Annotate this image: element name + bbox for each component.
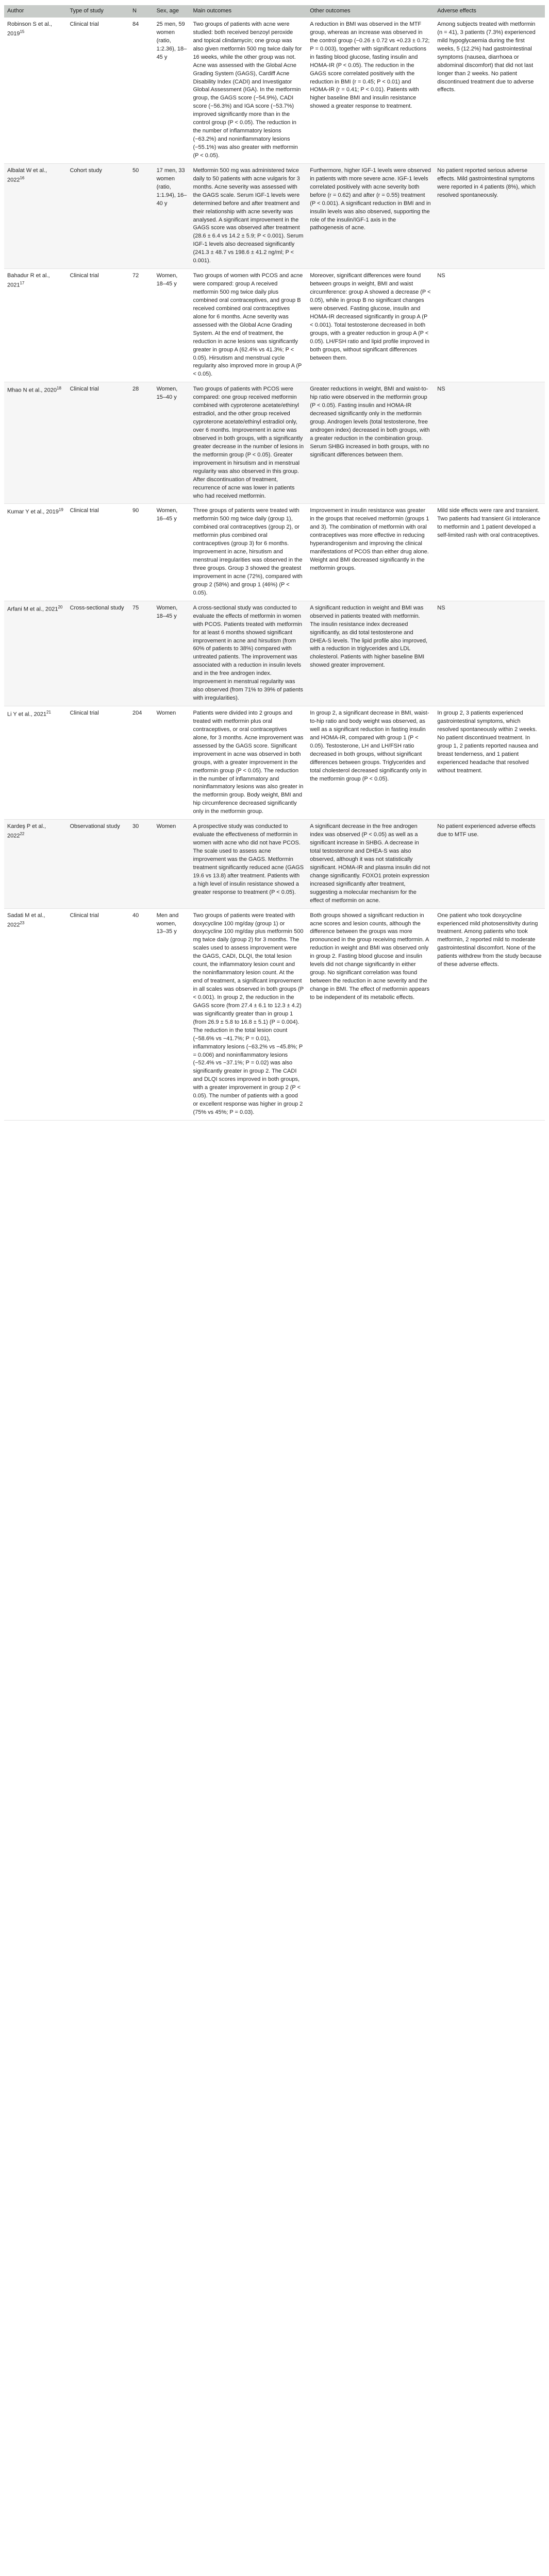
cell-main-outcomes-text: Three groups of patients were treated with metformin 500 mg twice daily (group 1), combined oral contraceptives (group 2), or metformin plus combined oral contraceptives (group 3) for 6 months. Improvement in acne, hirsutism and menstrual irregularities was observed in the three groups. Group 3 showed the greatest improvement in acne (72%), compared with group 2 (58%) and group 1 (46%) (P < 0.05). bbox=[193, 507, 303, 596]
cell-main-outcomes-text: Metformin 500 mg was administered twice daily to 50 patients with acne vulgaris for 3 months. Acne severity was assessed with the GAGS scale. Serum IGF-1 levels were determined before and after treatment and their relationship with acne severity was analysed. A significant improvement in the GAGS score was observed after treatment (28.6 ± 6.4 vs 14.2 ± 5.9; P < 0.001). Serum IGF-1 levels also decreased significantly (241.3 ± 48.7 vs 198.6 ± 41.2 ng/ml; P < 0.001). bbox=[193, 167, 304, 264]
cell-sex-age-text: 25 men, 59 women (ratio, 1:2.36), 18–45 y bbox=[156, 21, 187, 60]
cell-type bbox=[67, 504, 130, 601]
cell-sex-age-text: Women, 18–45 y bbox=[156, 273, 178, 287]
cell-other-outcomes bbox=[307, 908, 434, 1120]
cell-adverse-effects-text: Among subjects treated with metformin (n = 41), 3 patients (7.3%) experienced mild hypoglycaemia during the first weeks, 5 (12.2%) had gastrointestinal symptoms (nausea, diarrhoea or abdominal discomfort) that did not last longer than 2 weeks. No patient discontinued treatment due to adverse effects. bbox=[437, 21, 536, 93]
cell-author bbox=[4, 908, 67, 1120]
cell-author bbox=[4, 706, 67, 820]
cell-n-text: 28 bbox=[132, 386, 139, 393]
cell-n-text: 84 bbox=[132, 21, 139, 27]
cell-type bbox=[67, 820, 130, 908]
cell-type-text: Clinical trial bbox=[70, 507, 99, 514]
cell-n-text: 40 bbox=[132, 912, 139, 919]
cell-other-outcomes-text: A reduction in BMI was observed in the MTF group, whereas an increase was observed in the control group (−0.26 ± 0.72 vs +0.23 ± 0.72; P = 0.003), together with significant reductions in fasting blood glucose, fasting insulin and HOMA-IR (P < 0.05). The reduction in the GAGS score correlated positively with the reduction in BMI (r = 0.45; P < 0.01) and HOMA-IR (r = 0.41; P < 0.01). Patients with higher baseline BMI and insulin resistance showed a greater response to treatment. bbox=[310, 21, 430, 110]
cell-author bbox=[4, 18, 67, 163]
cell-author-text: Bahadur R et al., 2021 bbox=[7, 273, 50, 289]
header-main-outcomes: Main outcomes bbox=[190, 5, 307, 18]
cell-n-text: 90 bbox=[132, 507, 139, 514]
cell-other-outcomes-text: Improvement in insulin resistance was greater in the groups that received metformin (groups 1 and 3). The combination of metformin with oral contraceptives was more effective in reducing hyperandrogenism and improving the clinical manifestations of PCOS than either drug alone. Weight and BMI decreased significantly in the metformin groups. bbox=[310, 507, 429, 571]
cell-type bbox=[67, 908, 130, 1120]
reference-number: 18 bbox=[57, 386, 61, 391]
cell-main-outcomes bbox=[190, 820, 307, 908]
cell-other-outcomes-text: Moreover, significant differences were found between groups in weight, BMI and waist circumference: group A showed a decrease (P < 0.05), while in group B no significant changes were observed. Fasting glucose, insulin and HOMA-IR decreased significantly in group A (P < 0.001). Total testosterone decreased in both groups, with a greater reduction in group A (P < 0.05). LH/FSH ratio and lipid profile improved in both groups, without significant differences between them. bbox=[310, 273, 431, 361]
cell-type-text: Cross-sectional study bbox=[70, 604, 124, 611]
cell-adverse-effects-text: One patient who took doxycycline experienced mild photosensitivity during treatment. Among patients who took metformin, 2 reported mild to moderate gastrointestinal discomfort. None of the patients withdrew from the study because of these adverse effects. bbox=[437, 912, 542, 968]
cell-other-outcomes bbox=[307, 269, 434, 382]
cell-other-outcomes bbox=[307, 163, 434, 268]
cell-other-outcomes bbox=[307, 706, 434, 820]
cell-main-outcomes bbox=[190, 601, 307, 706]
cell-adverse-effects-text: NS bbox=[437, 604, 445, 611]
cell-adverse-effects bbox=[434, 601, 545, 706]
cell-adverse-effects bbox=[434, 820, 545, 908]
cell-type bbox=[67, 269, 130, 382]
cell-author-text: Sadati M et al., 2022 bbox=[7, 912, 45, 928]
cell-type-text: Clinical trial bbox=[70, 912, 99, 919]
cell-main-outcomes bbox=[190, 706, 307, 820]
cell-author-text: Albalat W et al., 2022 bbox=[7, 167, 47, 183]
cell-adverse-effects-text: NS bbox=[437, 386, 445, 393]
cell-adverse-effects bbox=[434, 504, 545, 601]
cell-main-outcomes-text: A cross-sectional study was conducted to evaluate the effects of metformin in women with PCOS. Patients treated with metformin for at least 6 months showed significant improvement in acne and hirsutism (from 60% of patients to 38%) compared with untreated patients. The improvement was associated with a reduction in insulin levels and in the free androgen index. Improvement in menstrual regularity was also observed (from 71% to 39% of patients with irregularities). bbox=[193, 604, 303, 702]
cell-type-text: Cohort study bbox=[70, 167, 102, 174]
cell-author bbox=[4, 163, 67, 268]
cell-author-text: Arfani M et al., 2021 bbox=[7, 606, 58, 613]
cell-other-outcomes-text: Both groups showed a significant reduction in acne scores and lesion counts, although the difference between the groups was more pronounced in the group receiving metformin. A reduction in weight and BMI was observed only in group 2. Fasting blood glucose and insulin levels did not change significantly in either group. No significant correlation was found between the reduction in acne severity and the change in BMI. The effect of metformin appears to be independent of its metabolic effects. bbox=[310, 912, 430, 1001]
cell-main-outcomes-text: Two groups of women with PCOS and acne were compared: group A received metformin 500 mg twice daily plus combined oral contraceptives, and group B received combined oral contraceptives alone for 6 months. Acne severity was assessed with the Global Acne Grading System. At the end of treatment, the reduction in acne lesions was significantly greater in group A (62.4% vs 41.3%; P < 0.05). Hirsutism and menstrual cycle regularity also improved more in group A (P < 0.05). bbox=[193, 273, 303, 378]
cell-main-outcomes-text: Two groups of patients with acne were studied: both received benzoyl peroxide and topical clindamycin; one group was also given metformin 500 mg twice daily for 16 weeks, while the other group was not. Acne was assessed with the Global Acne Grading System (GAGS), Cardiff Acne Disability Index (CADI) and Investigator Global Assessment (IGA). In the metformin group, the GAGS score (−54.9%), CADI score (−56.3%) and IGA score (−53.7%) improved significantly more than in the control group (P < 0.05). The reduction in the number of inflammatory lesions (−63.2%) and noninflammatory lesions (−55.1%) was also greater with metformin (P < 0.05). bbox=[193, 21, 302, 159]
cell-author-text: Li Y et al., 2021 bbox=[7, 711, 47, 718]
cell-author-text: Mhao N et al., 2020 bbox=[7, 387, 57, 394]
reference-number: 15 bbox=[20, 29, 25, 34]
cell-author-text: Kumar Y et al., 2019 bbox=[7, 509, 59, 516]
document bbox=[0, 0, 549, 1126]
cell-sex-age bbox=[154, 18, 190, 163]
cell-main-outcomes bbox=[190, 504, 307, 601]
cell-n-text: 72 bbox=[132, 273, 139, 279]
cell-n-text: 75 bbox=[132, 604, 139, 611]
cell-main-outcomes-text: Patients were divided into 2 groups and treated with metformin plus oral contraceptives, or oral contraceptives alone, for 3 months. Acne improvement was assessed by the GAGS score. Significant improvement in acne was observed in both groups, with a greater improvement in the metformin group (P < 0.05). The reduction in the number of inflammatory and noninflammatory lesions was also greater in the metformin group. Body weight, BMI and hip circumference decreased significantly only in the metformin group. bbox=[193, 710, 304, 815]
cell-sex-age bbox=[154, 601, 190, 706]
studies-table bbox=[4, 5, 545, 1121]
cell-n-text: 204 bbox=[132, 710, 142, 716]
cell-main-outcomes bbox=[190, 908, 307, 1120]
cell-type bbox=[67, 163, 130, 268]
cell-type-text: Clinical trial bbox=[70, 386, 99, 393]
cell-n bbox=[129, 908, 154, 1120]
cell-adverse-effects bbox=[434, 163, 545, 268]
cell-author bbox=[4, 504, 67, 601]
cell-sex-age-text: Women, 15–40 y bbox=[156, 386, 178, 401]
cell-adverse-effects bbox=[434, 269, 545, 382]
cell-other-outcomes bbox=[307, 820, 434, 908]
cell-other-outcomes bbox=[307, 382, 434, 504]
cell-main-outcomes-text: A prospective study was conducted to evaluate the effectiveness of metformin in women with acne who did not have PCOS. The scale used to assess acne improvement was the GAGS. Metformin treatment significantly reduced acne (GAGS 19.6 vs 13.8) after treatment. Patients with a high level of insulin resistance showed a greater response to treatment (P < 0.05). bbox=[193, 823, 304, 895]
table-header bbox=[4, 5, 545, 18]
table-body bbox=[4, 18, 545, 1121]
cell-sex-age bbox=[154, 269, 190, 382]
reference-number: 17 bbox=[20, 281, 25, 286]
cell-adverse-effects-text: No patient experienced adverse effects due to MTF use. bbox=[437, 823, 536, 838]
table-row bbox=[4, 163, 545, 268]
cell-sex-age bbox=[154, 706, 190, 820]
cell-other-outcomes-text: Furthermore, higher IGF-1 levels were observed in patients with more severe acne. IGF-1 levels correlated positively with acne severity both before (r = 0.62) and after (r = 0.55) treatment (P < 0.001). A significant reduction in BMI and in insulin levels was also observed, supporting the role of the insulin/IGF-1 axis in the pathogenesis of acne. bbox=[310, 167, 431, 231]
header-row bbox=[4, 5, 545, 18]
cell-n bbox=[129, 382, 154, 504]
cell-n bbox=[129, 163, 154, 268]
cell-type-text: Clinical trial bbox=[70, 21, 99, 27]
cell-adverse-effects bbox=[434, 18, 545, 163]
cell-adverse-effects bbox=[434, 908, 545, 1120]
cell-author bbox=[4, 820, 67, 908]
table-row bbox=[4, 706, 545, 820]
table-row bbox=[4, 18, 545, 163]
header-sex-age: Sex, age bbox=[154, 5, 190, 18]
cell-main-outcomes-text: Two groups of patients with PCOS were compared: one group received metformin combined with cyproterone acetate/ethinyl estradiol, and the other group received cyproterone acetate/ethinyl estradiol only, over 6 months. Improvement in acne was observed in both groups, with a significantly greater decrease in the number of lesions in the metformin group (P < 0.05). Greater improvement in hirsutism and in menstrual regularity was also observed in this group. After discontinuation of treatment, recurrence of acne was lower in patients who had received metformin. bbox=[193, 386, 304, 499]
cell-n bbox=[129, 706, 154, 820]
header-adverse-effects: Adverse effects bbox=[434, 5, 545, 18]
cell-author-text: Robinson S et al., 2019 bbox=[7, 21, 52, 37]
cell-adverse-effects bbox=[434, 382, 545, 504]
cell-sex-age bbox=[154, 908, 190, 1120]
table-row bbox=[4, 269, 545, 382]
cell-other-outcomes-text: Greater reductions in weight, BMI and waist-to-hip ratio were observed in the metformin group (P < 0.05). Fasting insulin and HOMA-IR decreased significantly only in the metformin group. Androgen levels (total testosterone, free androgen index) decreased in both groups, with a greater reduction in the combination group. Serum SHBG increased in both groups, with no significant differences between them. bbox=[310, 386, 430, 458]
table-row bbox=[4, 601, 545, 706]
cell-main-outcomes bbox=[190, 18, 307, 163]
reference-number: 20 bbox=[58, 604, 63, 609]
cell-n-text: 50 bbox=[132, 167, 139, 174]
cell-n bbox=[129, 269, 154, 382]
table-row bbox=[4, 504, 545, 601]
reference-number: 19 bbox=[58, 507, 63, 513]
reference-number: 22 bbox=[20, 832, 25, 837]
header-n: N bbox=[129, 5, 154, 18]
cell-sex-age-text: Women, 18–45 y bbox=[156, 604, 178, 619]
cell-type-text: Clinical trial bbox=[70, 710, 99, 716]
cell-adverse-effects-text: NS bbox=[437, 273, 445, 279]
cell-sex-age-text: Men and women, 13–35 y bbox=[156, 912, 179, 935]
cell-adverse-effects-text: No patient reported serious adverse effects. Mild gastrointestinal symptoms were reported in 4 patients (8%), which resolved spontaneously. bbox=[437, 167, 536, 198]
cell-main-outcomes bbox=[190, 163, 307, 268]
cell-type bbox=[67, 382, 130, 504]
table-row bbox=[4, 382, 545, 504]
cell-n-text: 30 bbox=[132, 823, 139, 830]
cell-type bbox=[67, 18, 130, 163]
cell-sex-age bbox=[154, 382, 190, 504]
cell-other-outcomes bbox=[307, 601, 434, 706]
table-row bbox=[4, 908, 545, 1120]
cell-author bbox=[4, 601, 67, 706]
reference-number: 16 bbox=[20, 175, 25, 180]
cell-adverse-effects-text: In group 2, 3 patients experienced gastrointestinal symptoms, which resolved spontaneously within 2 weeks. No patient discontinued treatment. In group 1, 2 patients reported nausea and breast tenderness, and 1 patient experienced headache that resolved without treatment. bbox=[437, 710, 538, 774]
header-type: Type of study bbox=[67, 5, 130, 18]
reference-number: 23 bbox=[20, 920, 25, 925]
cell-type-text: Observational study bbox=[70, 823, 120, 830]
cell-type bbox=[67, 706, 130, 820]
cell-main-outcomes bbox=[190, 269, 307, 382]
reference-number: 21 bbox=[46, 710, 51, 715]
cell-main-outcomes bbox=[190, 382, 307, 504]
cell-n bbox=[129, 601, 154, 706]
cell-type bbox=[67, 601, 130, 706]
header-other-outcomes: Other outcomes bbox=[307, 5, 434, 18]
cell-author bbox=[4, 382, 67, 504]
cell-sex-age bbox=[154, 820, 190, 908]
cell-sex-age-text: Women bbox=[156, 823, 176, 830]
cell-other-outcomes-text: A significant decrease in the free androgen index was observed (P < 0.05) as well as a significant increase in SHBG. A decrease in total testosterone and DHEA-S was also observed, although it was not statistically significant. HOMA-IR and plasma insulin did not change significantly. FOXO1 protein expression increased significantly after treatment, suggesting a molecular mechanism for the effect of metformin on acne. bbox=[310, 823, 430, 904]
cell-author-text: Kardeş P et al., 2022 bbox=[7, 823, 46, 839]
cell-n bbox=[129, 504, 154, 601]
cell-sex-age-text: 17 men, 33 women (ratio, 1:1.94), 16–40 y bbox=[156, 167, 187, 207]
cell-type-text: Clinical trial bbox=[70, 273, 99, 279]
cell-sex-age bbox=[154, 163, 190, 268]
cell-other-outcomes bbox=[307, 504, 434, 601]
cell-adverse-effects-text: Mild side effects were rare and transient. Two patients had transient GI intolerance to metformin and 1 patient developed a self-limited rash with oral contraceptives. bbox=[437, 507, 541, 539]
cell-main-outcomes-text: Two groups of patients were treated with doxycycline 100 mg/day (group 1) or doxycycline 100 mg/day plus metformin 500 mg twice daily (group 2) for 3 months. The scales used to assess improvement were the GAGS, CADI, DLQI, the total lesion count, the inflammatory lesion count and the noninflammatory lesion count. At the end of treatment, a significant improvement in all scales was observed in both groups (P < 0.001). In group 2, the reduction in the GAGS score (from 27.4 ± 6.1 to 12.3 ± 4.2) was significantly greater than in group 1 (from 26.9 ± 5.8 to 16.8 ± 5.1) (P = 0.004). The reduction in the total lesion count (−58.6% vs −41.7%; P = 0.01), inflammatory lesions (−63.2% vs −45.8%; P = 0.006) and noninflammatory lesions (−52.4% vs −37.1%; P = 0.02) was also significantly greater in group 2. The CADI and DLQI scores improved in both groups, with a greater improvement in group 2 (P < 0.05). The number of patients with a good or excellent response was higher in group 2 (75% vs 45%; P = 0.03). bbox=[193, 912, 304, 1116]
cell-sex-age-text: Women bbox=[156, 710, 176, 716]
cell-other-outcomes-text: A significant reduction in weight and BMI was observed in patients treated with metformin. The insulin resistance index decreased significantly, as did total testosterone and DHEA-S levels. The lipid profile also improved, with a reduction in triglycerides and LDL cholesterol. Patients with higher baseline BMI showed greater improvement. bbox=[310, 604, 428, 669]
cell-n bbox=[129, 820, 154, 908]
cell-sex-age bbox=[154, 504, 190, 601]
cell-adverse-effects bbox=[434, 706, 545, 820]
header-author: Author bbox=[4, 5, 67, 18]
cell-n bbox=[129, 18, 154, 163]
cell-sex-age-text: Women, 16–45 y bbox=[156, 507, 178, 522]
cell-author bbox=[4, 269, 67, 382]
cell-other-outcomes bbox=[307, 18, 434, 163]
cell-other-outcomes-text: In group 2, a significant decrease in BMI, waist-to-hip ratio and body weight was observed, as well as a significant reduction in fasting insulin and HOMA-IR, compared with group 1 (P < 0.05). Testosterone, LH and LH/FSH ratio decreased in both groups, without significant differences between groups. Triglycerides and total cholesterol decreased significantly only in the metformin group (P < 0.05). bbox=[310, 710, 429, 782]
table-row bbox=[4, 820, 545, 908]
